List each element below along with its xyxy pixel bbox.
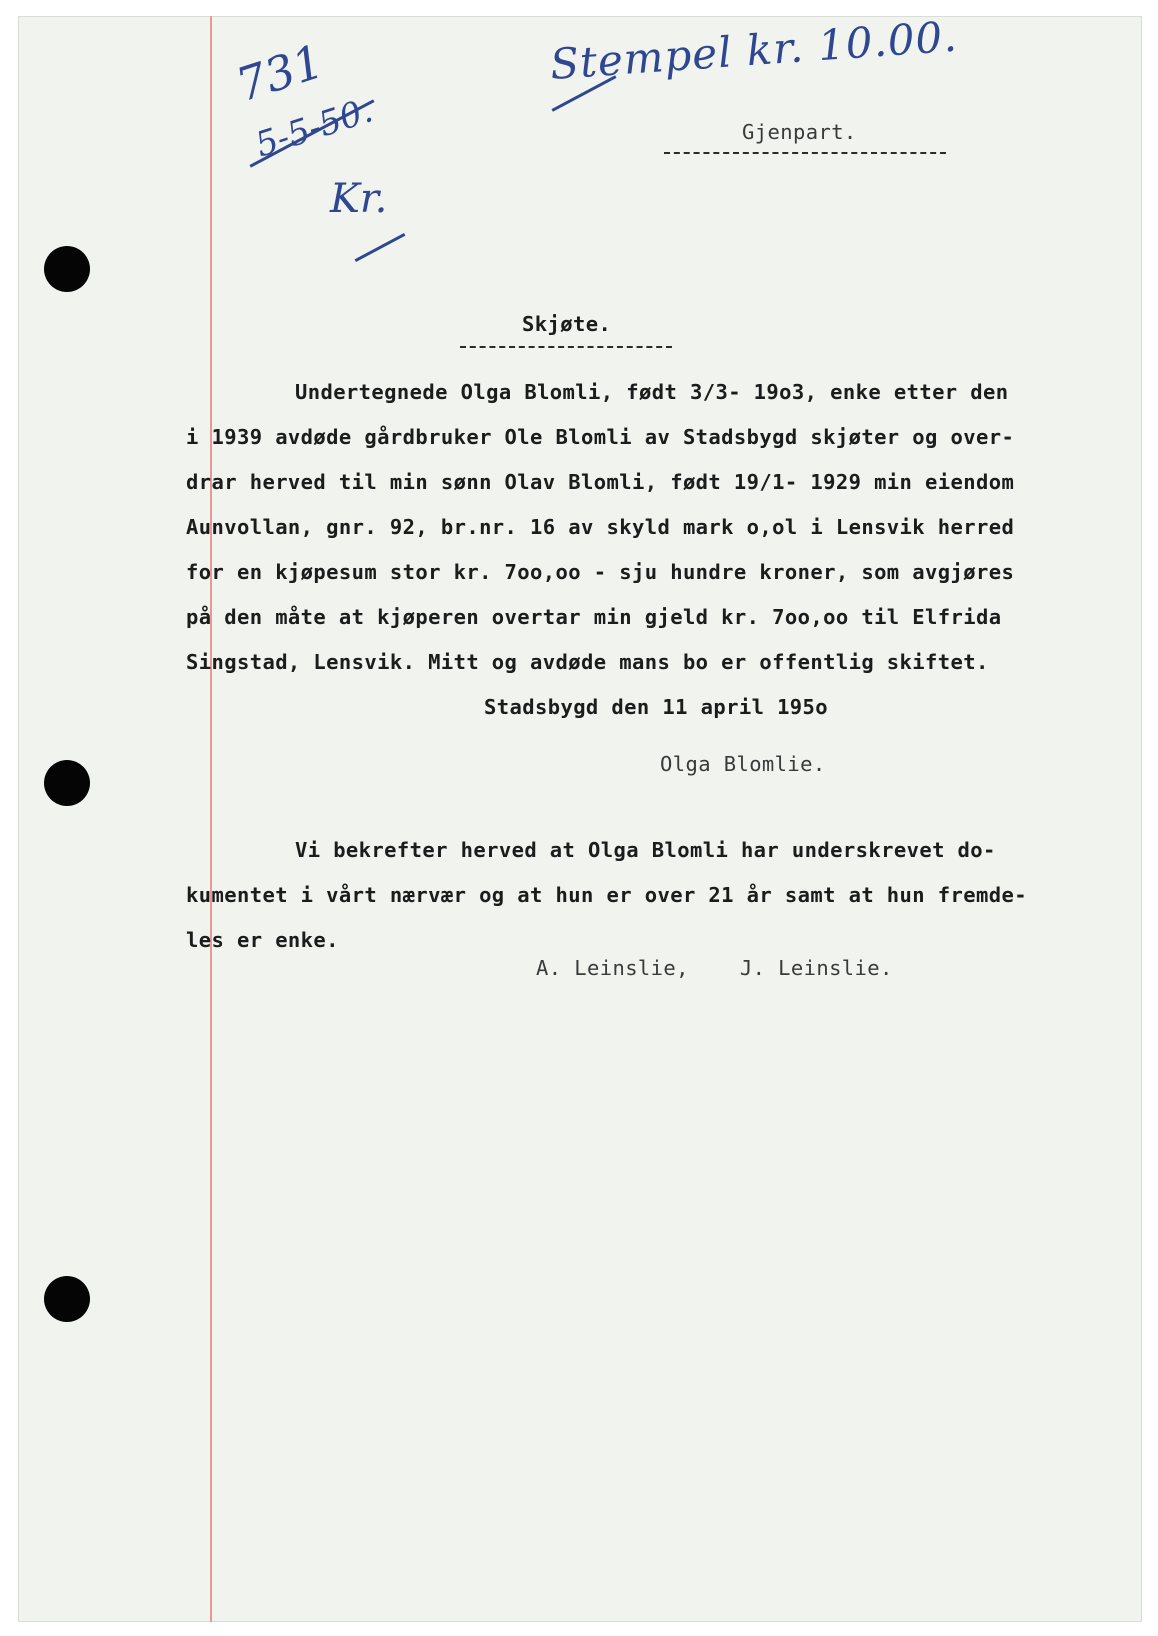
copy-underline [664, 152, 946, 154]
deed-line: på den måte at kjøperen overtar min gjeld kr. 7oo,oo til Elfrida [186, 605, 1002, 629]
witness-line: Vi bekrefter herved at Olga Blomli har underskrevet do- [244, 838, 996, 862]
handwritten-doc-number: 731 [229, 33, 331, 113]
deed-line: Aunvollan, gnr. 92, br.nr. 16 av skyld mark o,ol i Lensvik herred [186, 515, 1015, 539]
deed-title: Skjøte. [522, 312, 612, 336]
deed-line: i 1939 avdøde gårdbruker Ole Blomli av Stadsbygd skjøter og over- [186, 425, 1015, 449]
copy-label: Gjenpart. [742, 120, 857, 144]
handwritten-stamp-duty: Stempel kr. 10.00. [548, 11, 960, 90]
deed-signature: Olga Blomlie. [660, 752, 826, 776]
deed-line: Undertegnede Olga Blomli, født 3/3- 19o3, enke etter den [244, 380, 1009, 404]
margin-rule [210, 16, 212, 1622]
handwritten-initials: Kr. [330, 176, 388, 222]
punch-hole-bottom [44, 1276, 90, 1322]
title-underline [460, 346, 672, 348]
witness-line: kumentet i vårt nærvær og at hun er over 21 år samt at hun fremde- [186, 883, 1027, 907]
deed-place-date: Stadsbygd den 11 april 195o [484, 695, 829, 719]
punch-hole-middle [44, 760, 90, 806]
deed-line: Singstad, Lensvik. Mitt og avdøde mans bo er offentlig skiftet. [186, 650, 989, 674]
deed-line: for en kjøpesum stor kr. 7oo,oo - sju hundre kroner, som avgjøres [186, 560, 1015, 584]
deed-line: drar herved til min sønn Olav Blomli, født 19/1- 1929 min eiendom [186, 470, 1015, 494]
document-page [18, 16, 1142, 1622]
handwritten-date: 5-5-50. [250, 90, 378, 166]
witness-signatures: A. Leinslie, J. Leinslie. [536, 956, 893, 980]
witness-line: les er enke. [186, 928, 339, 952]
punch-hole-top [44, 246, 90, 292]
